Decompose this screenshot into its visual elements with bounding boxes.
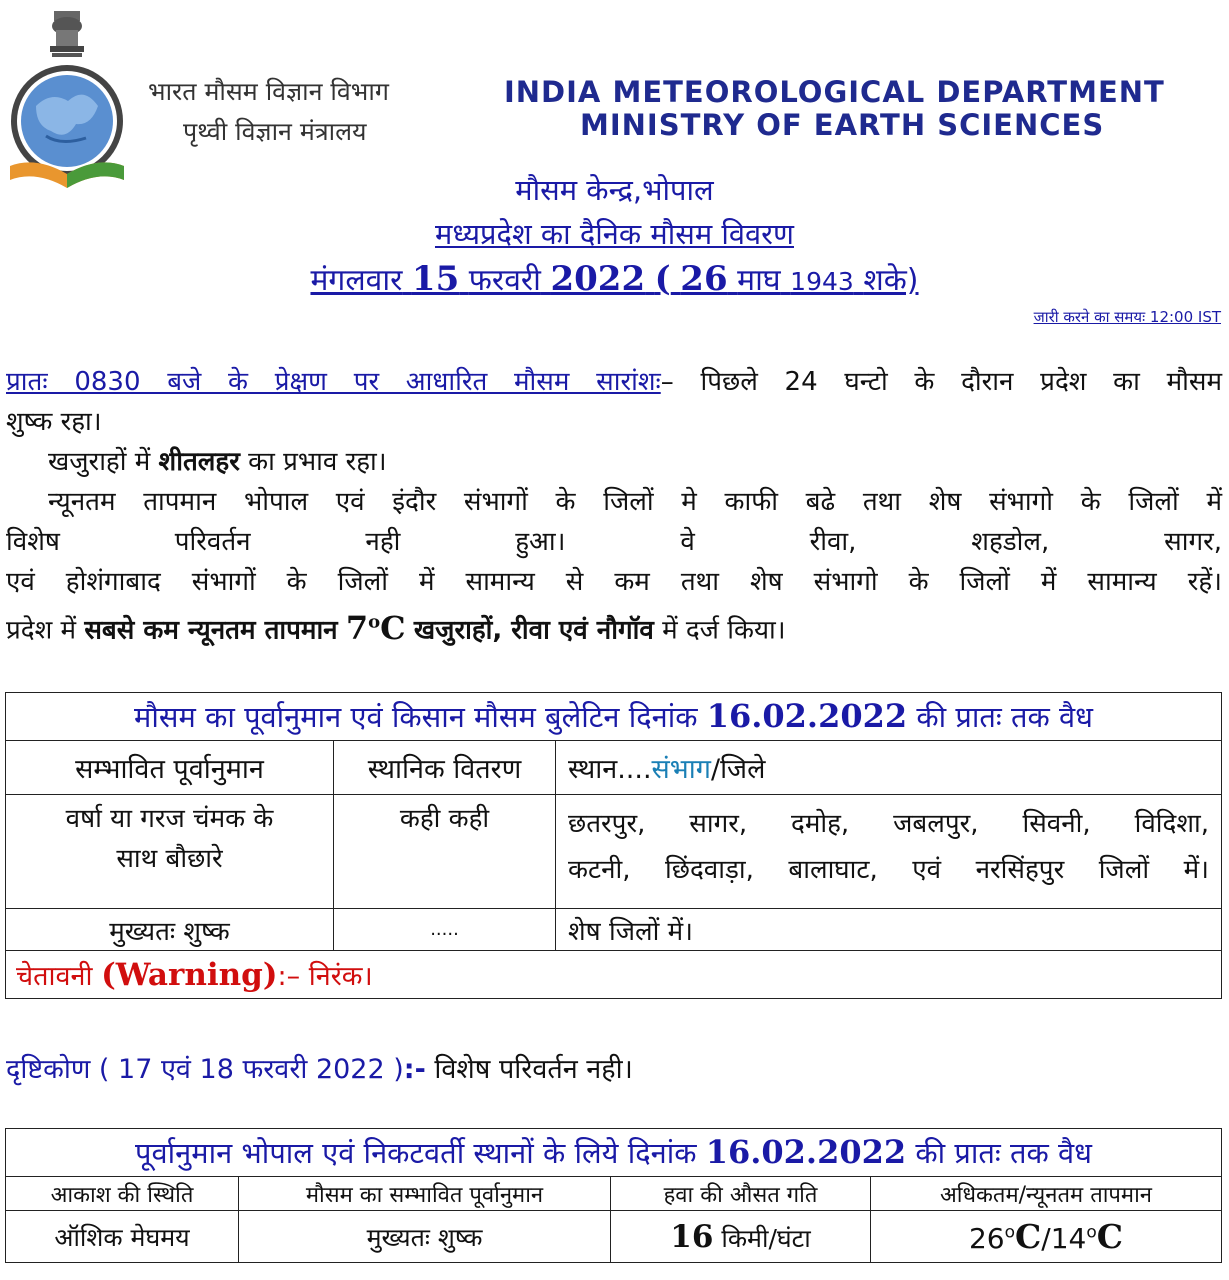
col-header-temperature: अधिकतम/न्यूनतम तापमान [871, 1177, 1222, 1211]
min-temp-unit: C [380, 608, 406, 647]
summary-min-temp [6, 602, 1222, 651]
row1-forecast-line1: वर्षा या गरज चंमक के [65, 804, 274, 834]
col-header-places [556, 741, 1222, 795]
col-header-forecast: मौसम का सम्भावित पूर्वानुमान [239, 1177, 611, 1211]
outlook-text: विशेष परिवर्तन नही। [434, 1054, 633, 1085]
min-temp-bold: सबसे कम न्यूनतम तापमान [84, 615, 338, 646]
row2-distribution: ..... [334, 909, 556, 951]
date-day: 15 [411, 259, 460, 299]
hindi-org-line2: पृथ्वी विज्ञान मंत्रालय [183, 117, 367, 146]
national-emblem-icon [50, 11, 84, 57]
temperature-range [871, 1211, 1222, 1263]
row1-forecast-line2: साथ बौछारे [116, 844, 223, 874]
bhopal-title-post: की प्रातः तक वैध [915, 1136, 1092, 1170]
weather-summary [6, 362, 1222, 651]
date-month: फरवरी [468, 263, 541, 298]
forecast-title-post: की प्रातः तक वैध [916, 700, 1093, 734]
bhopal-forecast-table [5, 1128, 1222, 1263]
col-header-sky: आकाश की स्थिति [6, 1177, 239, 1211]
col3-blue: संभाग [651, 754, 711, 785]
saka-open: ( [654, 259, 671, 299]
date-year: 2022 [550, 259, 646, 299]
min-temp-pre: प्रदेश में [6, 615, 77, 646]
min-temp-degree: o [368, 611, 381, 632]
warning-label: चेतावनी [16, 961, 93, 992]
wind-value: 16 [670, 1218, 714, 1255]
max-temp: 26 [968, 1222, 1005, 1255]
imd-logo [6, 6, 128, 188]
summary-p3-line2: विशेष परिवर्तन नही हुआ। वे रीवा, शहडोल, सागर, [6, 527, 1222, 557]
temp-separator: / [1041, 1222, 1051, 1255]
col-header-distribution: स्थानिक वितरण [334, 741, 556, 795]
table-row [6, 909, 1222, 951]
row1-forecast [6, 795, 334, 909]
col-header-wind: हवा की औसत गति [611, 1177, 871, 1211]
min-temp-places: खजुराहों, रीवा एवं नौगॉव [413, 615, 654, 646]
min-temp-number: 7 [345, 608, 369, 647]
centre-name: मौसम केन्द्र,भोपाल [515, 173, 714, 207]
row1-places-line1: छतरपुर, सागर, दमोह, जबलपुर, सिवनी, विदिशा, [568, 809, 1209, 839]
outlook-separator: :- [403, 1054, 426, 1085]
warning-value: :– निरंक। [277, 961, 373, 992]
forecast-table-title [6, 693, 1222, 741]
forecast-table [5, 692, 1222, 999]
saka-day: 26 [680, 259, 728, 299]
issue-time: जारी करने का समयः 12:00 IST [1033, 308, 1221, 326]
min-temp: 14 [1050, 1222, 1087, 1255]
summary-p3-line3: एवं होशंगाबाद संभागों के जिलों में सामान्य से कम तथा शेष संभागो के जिलों में सामान्य रहें। [6, 567, 1222, 597]
report-title: मध्यप्रदेश का दैनिक मौसम विवरण [434, 217, 794, 251]
summary-line2: शुष्क रहा। [6, 407, 102, 437]
outlook [6, 1049, 633, 1086]
english-org-line1: INDIA METEOROLOGICAL DEPARTMENT [504, 75, 1165, 109]
table-row [6, 795, 1222, 909]
min-temp-unit: C [1096, 1217, 1124, 1256]
col3-pre: स्थान.... [568, 754, 652, 785]
outlook-label: दृष्टिकोण ( 17 एवं 18 फरवरी 2022 ) [6, 1054, 404, 1085]
row1-places [556, 795, 1222, 909]
col3-post: /जिले [710, 754, 766, 785]
row1-places-line2: कटनी, छिंदवाड़ा, बालाघाट, एवं नरसिंहपुर जिलों में। [568, 855, 1209, 885]
row2-places: शेष जिलों में। [556, 909, 1222, 951]
max-temp-unit: C [1015, 1217, 1042, 1256]
wind-unit: किमी/घंटा [721, 1223, 811, 1253]
bhopal-table-title [6, 1129, 1222, 1177]
min-temp-post: में दर्ज किया। [662, 615, 786, 646]
col-header-forecast: सम्भावित पूर्वानुमान [6, 741, 334, 795]
bhopal-title-date: 16.02.2022 [705, 1133, 907, 1171]
saka-year: 1943 [790, 267, 854, 296]
table-row [6, 1211, 1222, 1263]
warning-row [6, 951, 1222, 999]
summary-p3-line1: न्यूनतम तापमान भोपाल एवं इंदौर संभागों के जिलों मे काफी बढे तथा शेष संभागो के जिलों में [48, 487, 1222, 517]
summary-line1 [6, 362, 1222, 402]
summary-coldwave [6, 442, 1222, 482]
hindi-org-line1: भारत मौसम विज्ञान विभाग [148, 77, 389, 106]
min-temp-value [346, 609, 406, 647]
row1-distribution: कही कही [334, 795, 556, 909]
report-date [0, 258, 1229, 299]
min-temp-degree: o [1086, 1222, 1097, 1243]
summary-line1-rest: – पिछले 24 घन्टो के दौरान प्रदेश का मौसम [660, 367, 1222, 397]
forecast-title-pre: मौसम का पूर्वानुमान एवं किसान मौसम बुलेटिन दिनांक [134, 700, 698, 734]
forecast-title-date: 16.02.2022 [706, 697, 908, 735]
bhopal-title-pre: पूर्वानुमान भोपाल एवं निकटवर्ती स्थानों के लिये दिनांक [135, 1136, 697, 1170]
row2-forecast: मुख्यतः शुष्क [6, 909, 334, 951]
coldwave-pre: खजुराहों में [48, 447, 151, 477]
date-weekday: मंगलवार [310, 263, 403, 298]
english-org-line2: MINISTRY OF EARTH SCIENCES [580, 108, 1105, 142]
sky-condition: ऑशिक मेघमय [6, 1211, 239, 1263]
summary-heading: प्रातः 0830 बजे के प्रेक्षण पर आधारित मौसम सारांशः [6, 367, 661, 397]
coldwave-post: का प्रभाव रहा। [248, 447, 387, 477]
max-temp-degree: o [1004, 1222, 1016, 1243]
saka-word: शके) [863, 263, 919, 298]
wind-speed [611, 1211, 871, 1263]
forecast-value: मुख्यतः शुष्क [239, 1211, 611, 1263]
coldwave-bold: शीतलहर [158, 447, 240, 477]
saka-month: माघ [737, 263, 781, 298]
warning-english: (Warning) [101, 957, 278, 993]
